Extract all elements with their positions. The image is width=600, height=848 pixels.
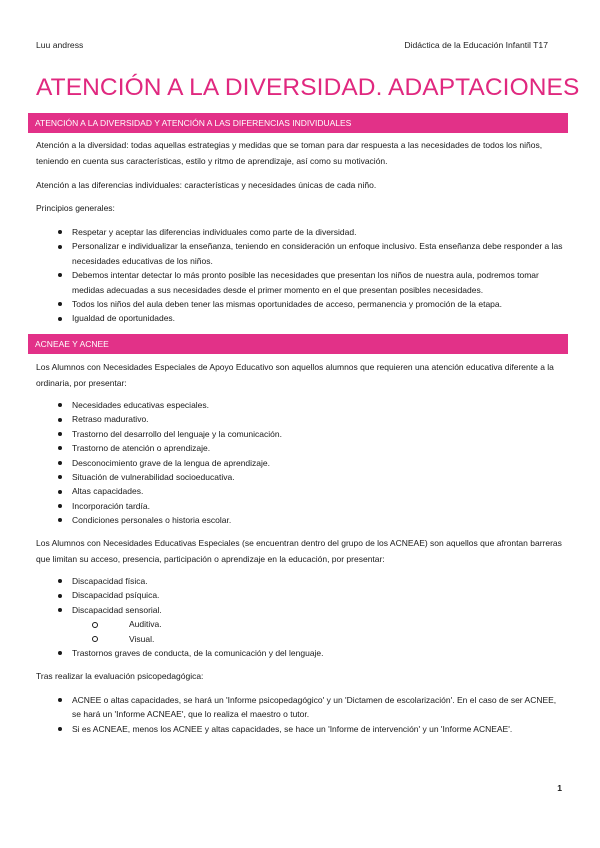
paragraph-evaluacion: Tras realizar la evaluación psicopedagógica: — [36, 671, 204, 681]
list-item: Condiciones personales o historia escolar. — [36, 513, 564, 527]
list-item: Situación de vulnerabilidad socioeducativa. — [36, 470, 564, 484]
list-item: Necesidades educativas especiales. — [36, 398, 564, 412]
section-heading-diversidad: ATENCIÓN A LA DIVERSIDAD Y ATENCIÓN A LAS DIFERENCIAS INDIVIDUALES — [28, 113, 568, 133]
sensorial-sublist — [72, 617, 564, 646]
list-item: Altas capacidades. — [36, 484, 564, 498]
principles-label: Principios generales: — [36, 203, 115, 213]
list-item-text: Discapacidad sensorial. — [72, 604, 162, 615]
sublist-item: Visual. — [72, 632, 564, 646]
list-item: Personalizar e individualizar la enseñanza, teniendo en consideración un enfoque inclusivo. Esta enseñanza debe responder a las necesidades educativas de los niños. — [36, 239, 564, 268]
paragraph-atencion-diversidad: Atención a la diversidad: todas aquellas estrategias y medidas que se toman para dar respuesta a las necesidades de todos los niños, teniendo en cuenta sus características, estilo y ritmo de aprendizaje, así como su motivación. — [36, 140, 543, 166]
list-item: Debemos intentar detectar lo más pronto posible las necesidades que presentan los niños de nuestra aula, podremos tomar medidas adecuadas a sus necesidades desde el primer momento en el que presentan posibles necesidades. — [36, 268, 564, 297]
principles-list — [36, 225, 564, 326]
acneae-list — [36, 398, 564, 528]
header-author: Luu andress — [36, 40, 84, 50]
sublist-item: Auditiva. — [72, 617, 564, 631]
list-item: Retraso madurativo. — [36, 412, 564, 426]
list-item: Trastorno del desarrollo del lenguaje y la comunicación. — [36, 427, 564, 441]
list-item: Si es ACNEAE, menos los ACNEE y altas capacidades, se hace un 'Informe de intervención' y un 'Informe ACNEAE'. — [36, 722, 564, 736]
header-course: Didáctica de la Educación Infantil T17 — [404, 40, 548, 50]
list-item — [36, 603, 564, 646]
evaluation-list — [36, 693, 564, 736]
paragraph-acneae-definition: Los Alumnos con Necesidades Especiales de Apoyo Educativo son aquellos alumnos que requieren una atención educativa diferente a la ordinaria, por presentar: — [36, 362, 554, 388]
list-item: Respetar y aceptar las diferencias individuales como parte de la diversidad. — [36, 225, 564, 239]
list-item: Igualdad de oportunidades. — [36, 311, 564, 325]
paragraph-acnee-definition: Los Alumnos con Necesidades Educativas Especiales (se encuentran dentro del grupo de los ACNEAE) son aquellos que afrontan barreras que limitan su acceso, presencia, participación o aprendizaje en la educación, por presentar: — [36, 538, 562, 564]
list-item: Desconocimiento grave de la lengua de aprendizaje. — [36, 456, 564, 470]
list-item: Trastorno de atención o aprendizaje. — [36, 441, 564, 455]
page-number: 1 — [557, 783, 562, 793]
acnee-list — [36, 574, 564, 660]
list-item: Todos los niños del aula deben tener las mismas oportunidades de acceso, permanencia y promoción de la etapa. — [36, 297, 564, 311]
list-item: Incorporación tardía. — [36, 499, 564, 513]
list-item: Trastornos graves de conducta, de la comunicación y del lenguaje. — [36, 646, 564, 660]
list-item: Discapacidad psíquica. — [36, 588, 564, 602]
list-item: ACNEE o altas capacidades, se hará un 'Informe psicopedagógico' y un 'Dictamen de escolarización'. En el caso de ser ACNEE, se hará un 'Informe ACNEAE', que lo realiza el maestro o tutor. — [36, 693, 564, 722]
section-heading-acneae: ACNEAE Y ACNEE — [28, 334, 568, 354]
list-item: Discapacidad física. — [36, 574, 564, 588]
paragraph-diferencias-individuales: Atención a las diferencias individuales: características y necesidades únicas de cada niño. — [36, 180, 377, 190]
page-title: ATENCIÓN A LA DIVERSIDAD. ADAPTACIONES — [36, 74, 580, 101]
